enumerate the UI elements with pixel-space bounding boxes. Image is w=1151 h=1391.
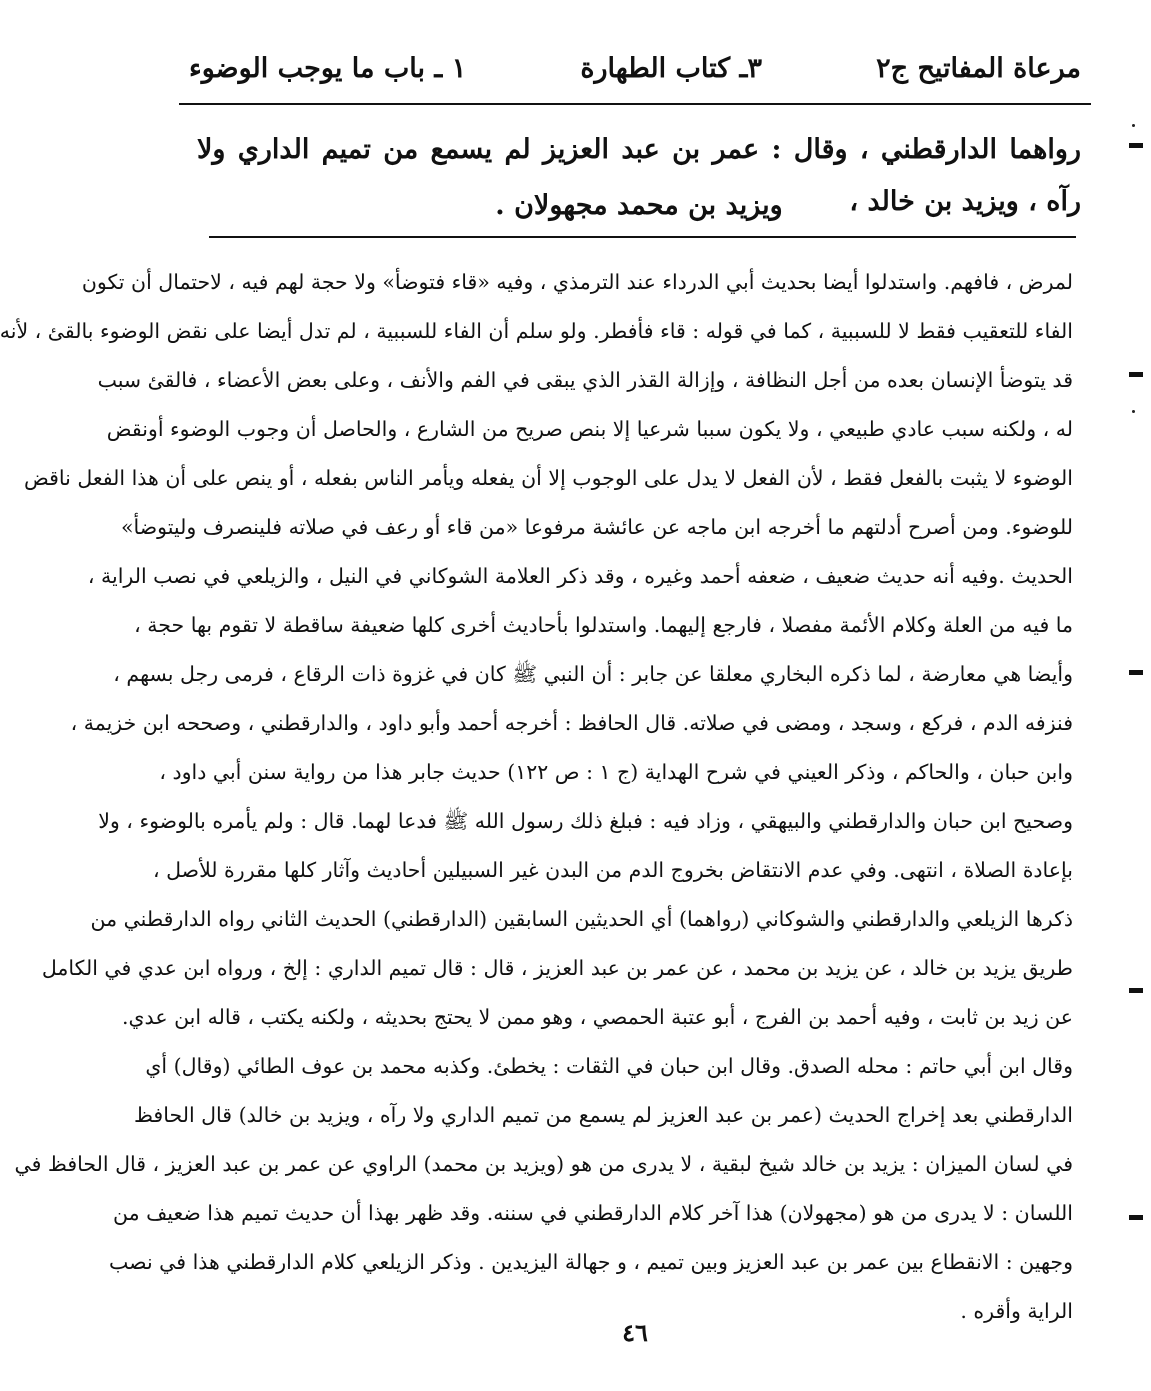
commentary-body	[0, 258, 1073, 1336]
commentary-line: فنزفه الدم ، فركع ، وسجد ، ومضى في صلاته. قال الحافظ : أخرجه أحمد وأبو داود ، والدارقطني ، وصححه ابن خزيمة ،	[70, 711, 1073, 735]
header-rule	[179, 103, 1091, 105]
hadith-text-line-2: ويزيد بن محمد مجهولان .	[495, 190, 783, 221]
scan-margin-mark	[1129, 670, 1143, 675]
commentary-line: ذكرها الزيلعي والدارقطني والشوكاني (رواهما) أي الحديثين السابقين (الدارقطني) الحديث الثاني رواه الدارقطني من	[90, 907, 1073, 931]
commentary-line: ما فيه من العلة وكلام الأئمة مفصلا ، فارجع إليهما. واستدلوا بأحاديث أخرى كلها ضعيفة ساقطة لا تقوم بها حجة ،	[134, 613, 1073, 637]
commentary-line: طريق يزيد بن خالد ، عن يزيد بن محمد ، عن عمر بن عبد العزيز ، قال : قال تميم الداري : إلخ ، ورواه ابن عدي في الكامل	[41, 956, 1073, 980]
header-chapter: ١ ـ باب ما يوجب الوضوء	[189, 52, 467, 84]
commentary-line: وصحيح ابن حبان والدارقطني والبيهقي ، وزاد فيه : فبلغ ذلك رسول الله ﷺ فدعا لهما. قال : ولم يأمره بالوضوء ، ولا	[98, 809, 1073, 833]
running-header	[189, 42, 1081, 94]
commentary-line: وقال ابن أبي حاتم : محله الصدق. وقال ابن حبان في الثقات : يخطئ. وكذبه محمد بن عوف الطائي (وقال) أي	[145, 1054, 1073, 1078]
scan-margin-mark	[1129, 1215, 1143, 1220]
commentary-line: قد يتوضأ الإنسان بعده من أجل النظافة ، وإزالة القذر الذي يبقى في الفم والأنف ، وعلى بعض الأعضاء ، فالقئ سبب	[97, 368, 1073, 392]
page-number: ٤٦	[622, 1318, 648, 1347]
commentary-line: له ، ولكنه سبب عادي طبيعي ، ولا يكون سببا شرعيا إلا بنص صريح من الشارع ، والحاصل أن وجوب الوضوء أونقض	[106, 417, 1073, 441]
commentary-line: للوضوء. ومن أصرح أدلتهم ما أخرجه ابن ماجه عن عائشة مرفوعا «من قاء أو رعف في صلاته فلينصرف وليتوضأ»	[120, 515, 1073, 539]
commentary-line: وأيضا هي معارضة ، لما ذكره البخاري معلقا عن جابر : أن النبي ﷺ كان في غزوة ذات الرقاع ، فرمى رجل بسهم ،	[113, 662, 1073, 686]
scan-margin-mark	[1129, 372, 1143, 377]
hadith-text-line-1: رواهما الدارقطني ، وقال : عمر بن عبد العزيز لم يسمع من تميم الداري ولا رآه ، ويزيد بن خالد ،	[197, 134, 1081, 217]
section-divider	[209, 236, 1076, 238]
header-book-title: مرعاة المفاتيح ج٢	[876, 52, 1081, 84]
commentary-line: بإعادة الصلاة ، انتهى. وفي عدم الانتقاض بخروج الدم من البدن غير السبيلين أحاديث وآثار كلها مقررة للأصل ،	[153, 858, 1073, 882]
commentary-line: وابن حبان ، والحاكم ، وذكر العيني في شرح الهداية (ج ١ : ص ١٢٢) حديث جابر هذا من رواية سنن أبي داود ،	[159, 760, 1073, 784]
commentary-line: اللسان : لا يدرى من هو (مجهولان) هذا آخر كلام الدارقطني في سننه. وقد ظهر بهذا أن حديث تميم هذا ضعيف من	[112, 1201, 1073, 1225]
commentary-line: الحديث .وفيه أنه حديث ضعيف ، ضعفه أحمد وغيره ، وقد ذكر العلامة الشوكاني في النيل ، والزيلعي في نصب الراية ،	[87, 564, 1073, 588]
scan-speck	[1132, 124, 1135, 127]
commentary-line: الدارقطني بعد إخراج الحديث (عمر بن عبد العزيز لم يسمع من تميم الداري ولا رآه ، ويزيد بن خالد) قال الحافظ	[133, 1103, 1073, 1127]
commentary-line: الفاء للتعقيب فقط لا للسببية ، كما في قوله : قاء فأفطر. ولو سلم أن الفاء للسببية ، لم تدل أيضا على نقض الوضوء بالقئ ، لأنه	[0, 319, 1073, 343]
commentary-line: في لسان الميزان : يزيد بن خالد شيخ لبقية ، لا يدرى من هو (ويزيد بن محمد) الراوي عن عمر بن عبد العزيز ، قال الحافظ في	[14, 1152, 1073, 1176]
scan-margin-mark	[1129, 988, 1143, 993]
commentary-line: عن زيد بن ثابت ، وفيه أحمد بن الفرج ، أبو عتبة الحمصي ، وهو ممن لا يحتج بحديثه ، ولكنه يكتب ، قاله ابن عدي.	[122, 1005, 1073, 1029]
commentary-line: لمرض ، فافهم. واستدلوا أيضا بحديث أبي الدرداء عند الترمذي ، وفيه «قاء فتوضأ» ولا حجة لهم فيه ، لاحتمال أن تكون	[81, 270, 1073, 294]
commentary-line: الراية وأقره .	[960, 1299, 1073, 1323]
commentary-line: الوضوء لا يثبت بالفعل فقط ، لأن الفعل لا يدل على الوجوب إلا أن يفعله ويأمر الناس بفعله ، أو ينص على أن هذا الفعل ناقض	[23, 466, 1073, 490]
commentary-line: وجهين : الانقطاع بين عمر بن عبد العزيز وبين تميم ، و جهالة اليزيدين . وذكر الزيلعي كلام الدارقطني هذا في نصب	[109, 1250, 1073, 1274]
scan-speck	[1132, 410, 1135, 413]
scan-margin-mark	[1129, 143, 1143, 148]
header-book-part: ٣ـ كتاب الطهارة	[580, 52, 762, 84]
